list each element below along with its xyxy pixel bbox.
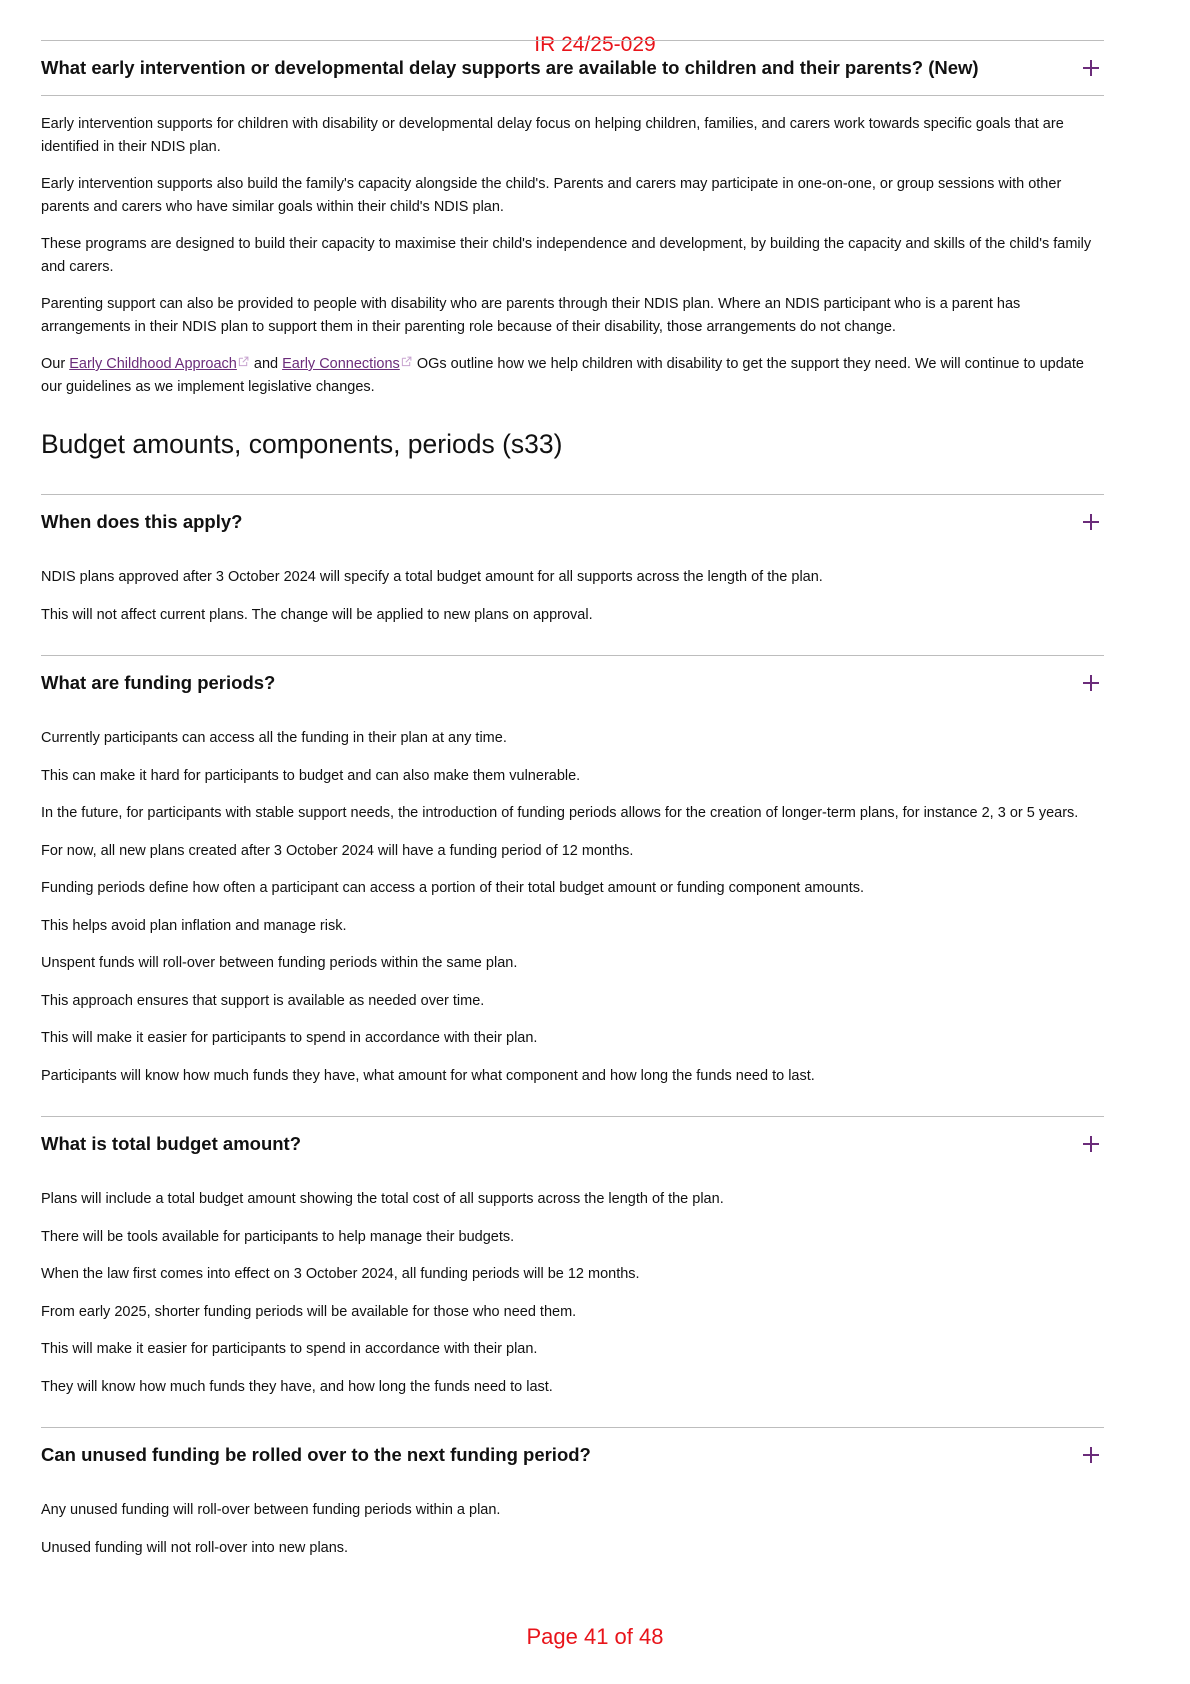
accordion-header-when-apply[interactable] xyxy=(41,495,1104,549)
early-connections-link[interactable]: Early Connections xyxy=(282,356,400,372)
accordion-when-apply xyxy=(41,494,1104,626)
expand-plus-icon[interactable] xyxy=(1080,57,1102,79)
accordion-total-budget xyxy=(41,1116,1104,1398)
section-heading-budget: Budget amounts, components, periods (s33) xyxy=(41,429,563,459)
accordion-header-rollover[interactable] xyxy=(41,1428,1104,1482)
paragraph: Parenting support can also be provided to people with disability who are parents through their NDIS plan. Where an NDIS participant who is a parent has arrangements in their NDIS plan to support them in their parenting role because of their disability, those arrangements do not change. xyxy=(41,296,1021,335)
paragraph: This approach ensures that support is available as needed over time. xyxy=(41,992,485,1009)
paragraph: Plans will include a total budget amount showing the total cost of all supports across the length of the plan. xyxy=(41,1191,724,1207)
reference-number: IR 24/25-029 xyxy=(534,33,656,56)
paragraph: Currently participants can access all the funding in their plan at any time. xyxy=(41,730,507,746)
accordion-body xyxy=(41,710,1104,1087)
paragraph: Participants will know how much funds they have, what amount for what component and how long the funds need to last. xyxy=(41,1067,815,1084)
paragraph: In the future, for participants with stable support needs, the introduction of funding periods allows for the creation of longer-term plans, for instance 2, 3 or 5 years. xyxy=(41,805,1079,821)
accordion-early-intervention xyxy=(41,40,1104,398)
expand-plus-icon[interactable] xyxy=(1080,511,1102,533)
paragraph: Unused funding will not roll-over into new plans. xyxy=(41,1539,349,1556)
paragraph: This will make it easier for participants to spend in accordance with their plan. xyxy=(41,1030,538,1046)
paragraph: When the law first comes into effect on 3 October 2024, all funding periods will be 12 months. xyxy=(41,1266,640,1282)
accordion-header-total-budget[interactable] xyxy=(41,1117,1104,1171)
paragraph: This will not affect current plans. The change will be applied to new plans on approval. xyxy=(41,606,593,623)
paragraph: This will make it easier for participants to spend in accordance with their plan. xyxy=(41,1341,538,1357)
text: OGs outline how we help children with disability to get the support they need. We will continue to update our guidelines as we implement legislative changes. xyxy=(41,356,1084,395)
paragraph: Any unused funding will roll-over between funding periods within a plan. xyxy=(41,1502,501,1518)
accordion-header-funding-periods[interactable] xyxy=(41,656,1104,710)
paragraph: There will be tools available for participants to help manage their budgets. xyxy=(41,1228,515,1245)
page-content xyxy=(41,40,1104,1574)
paragraph: Unspent funds will roll-over between funding periods within the same plan. xyxy=(41,955,518,971)
paragraph: This can make it hard for participants to budget and can also make them vulnerable. xyxy=(41,767,581,784)
accordion-body xyxy=(41,1482,1104,1559)
text: Our xyxy=(41,356,70,372)
accordion-title: What is total budget amount? xyxy=(41,1133,302,1154)
accordion-title: When does this apply? xyxy=(41,511,243,532)
paragraph: Early intervention supports for children with disability or developmental delay focus on helping children, families, and carers work towards specific goals that are identified in their NDIS plan. xyxy=(41,116,1064,155)
accordion-body xyxy=(41,1171,1104,1398)
accordion-funding-periods xyxy=(41,655,1104,1087)
paragraph: Funding periods define how often a participant can access a portion of their total budget amount or funding component amounts. xyxy=(41,880,864,896)
accordion-title: What early intervention or developmental delay supports are available to children and their parents? (New) xyxy=(41,57,979,78)
paragraph: From early 2025, shorter funding periods will be available for those who need them. xyxy=(41,1303,577,1320)
accordion-title: Can unused funding be rolled over to the next funding period? xyxy=(41,1444,591,1465)
page-number: Page 41 of 48 xyxy=(526,1624,664,1649)
paragraph: They will know how much funds they have, and how long the funds need to last. xyxy=(41,1378,553,1395)
paragraph: For now, all new plans created after 3 October 2024 will have a funding period of 12 months. xyxy=(41,842,634,859)
paragraph-with-links xyxy=(41,353,1104,398)
text: and xyxy=(249,356,283,372)
accordion-title: What are funding periods? xyxy=(41,672,276,693)
accordion-rollover xyxy=(41,1427,1104,1559)
expand-plus-icon[interactable] xyxy=(1080,1444,1102,1466)
external-link-icon xyxy=(238,356,249,367)
paragraph: These programs are designed to build their capacity to maximise their child's independence and development, by building the capacity and skills of the child's family and carers. xyxy=(41,236,1092,275)
accordion-body xyxy=(41,95,1104,398)
paragraph: This helps avoid plan inflation and manage risk. xyxy=(41,917,347,934)
paragraph: NDIS plans approved after 3 October 2024 will specify a total budget amount for all supports across the length of the plan. xyxy=(41,569,823,585)
early-childhood-approach-link[interactable]: Early Childhood Approach xyxy=(69,356,237,372)
accordion-header-early-intervention[interactable] xyxy=(41,41,1104,95)
expand-plus-icon[interactable] xyxy=(1080,1133,1102,1155)
external-link-icon xyxy=(401,356,412,367)
accordion-body xyxy=(41,549,1104,626)
paragraph: Early intervention supports also build the family's capacity alongside the child's. Parents and carers may participate in one-on-one, or group sessions with other parents and carers who have similar goals within their child's NDIS plan. xyxy=(41,176,1062,215)
expand-plus-icon[interactable] xyxy=(1080,672,1102,694)
